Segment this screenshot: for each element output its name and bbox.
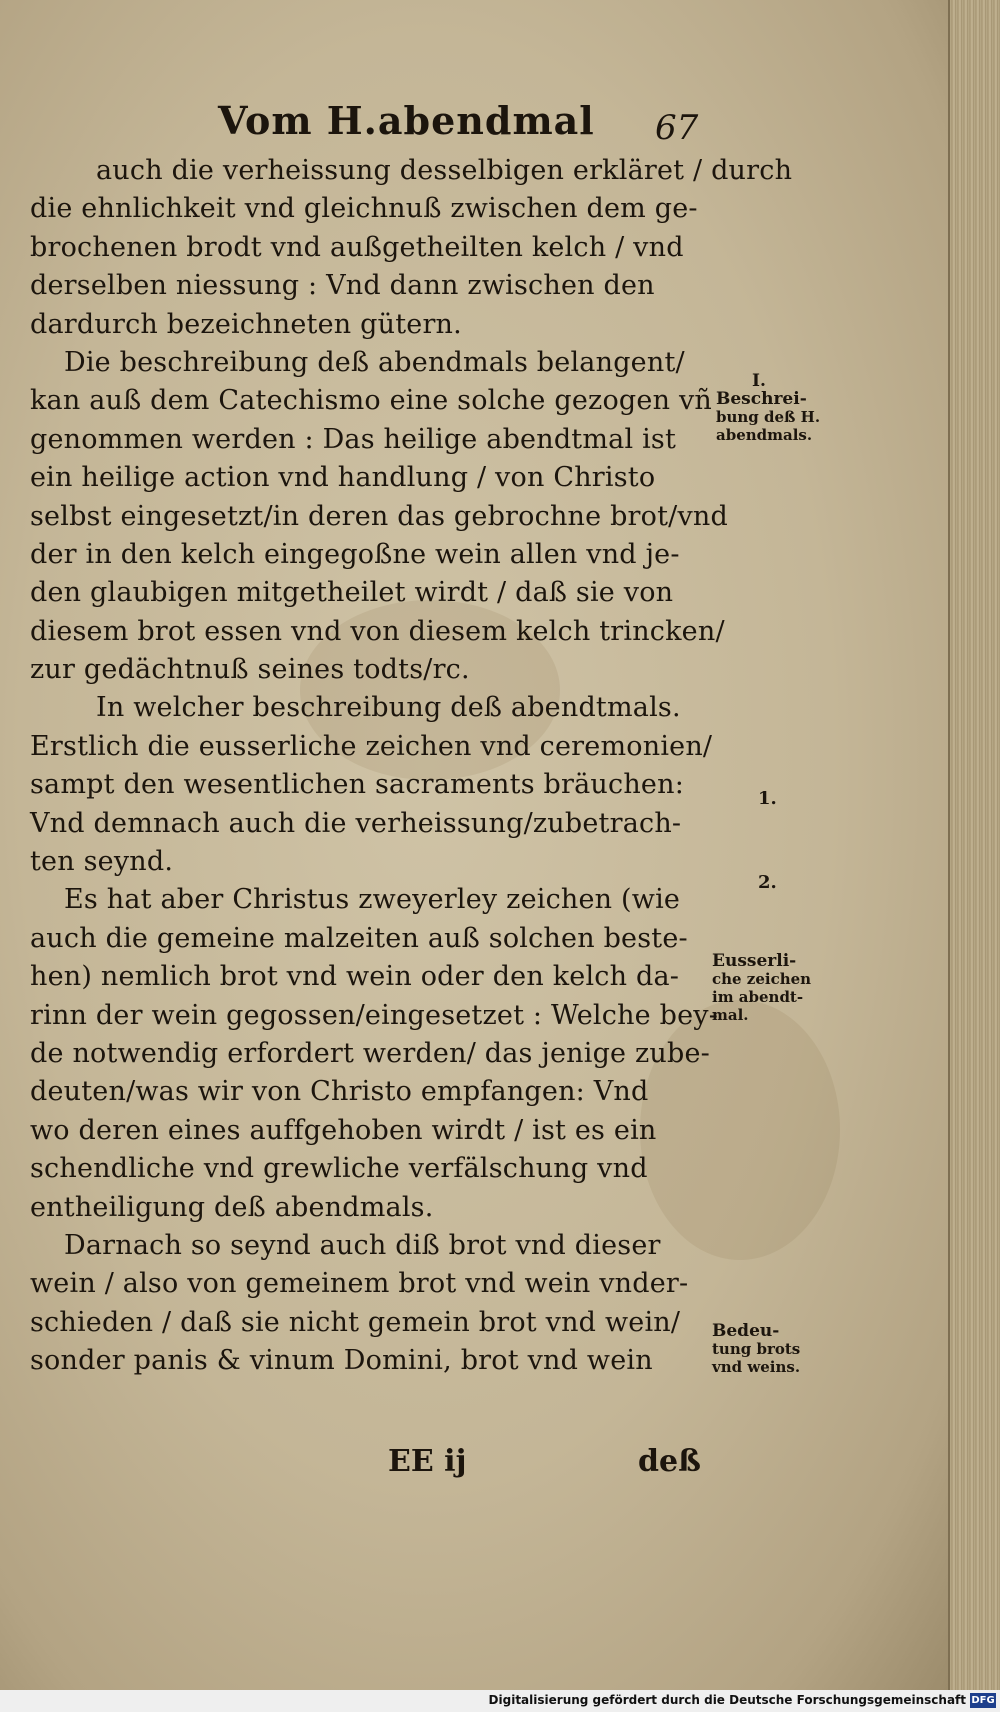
book-page-edges [948, 0, 1000, 1690]
text-line: rinn der wein gegossen/eingesetzet : Welche bey- [30, 999, 719, 1031]
text-line: entheiligung deß abendmals. [30, 1191, 434, 1223]
text-line: auch die verheissung desselbigen erkläret / durch [96, 155, 793, 186]
text-line: derselben niessung : Vnd dann zwischen den [30, 270, 655, 302]
paragraph-start-line: In welcher beschreibung deß abendtmals. [96, 692, 681, 724]
text-line: selbst eingesetzt/in deren das gebrochne brot/vnd [30, 500, 728, 532]
text-line: schieden / daß sie nicht gemein brot vnd wein/ [30, 1306, 681, 1338]
text-line: sonder panis & vinum Domini, brot vnd wein [30, 1345, 653, 1377]
paragraph-start-line: Darnach so seynd auch diß brot vnd dieser [64, 1229, 661, 1261]
footer-bar [0, 1690, 1000, 1712]
text-line: schendliche vnd grewliche verfälschung vnd [30, 1153, 648, 1185]
margin-note-line: bung deß H. [716, 408, 821, 426]
margin-note-bedeutung [712, 1322, 800, 1376]
text-line: zur gedächtnuß seines todts/rc. [30, 654, 470, 686]
text-line: de notwendig erfordert werden/ das jenige zube- [30, 1037, 711, 1069]
text-line: Vnd demnach auch die verheissung/zubetrach- [30, 807, 682, 839]
text-line: sampt den wesentlichen sacraments bräuchen: [30, 769, 684, 801]
margin-note-line: mal. [712, 1006, 749, 1024]
margin-note-line: abendmals. [716, 426, 813, 444]
text-line: dardurch bezeichneten gütern. [30, 308, 462, 340]
text-line: hen) nemlich brot vnd wein oder den kelch da- [30, 961, 680, 993]
margin-number-2: 2. [758, 872, 777, 893]
margin-note-beschreibung [716, 372, 820, 444]
text-line: ten seynd. [30, 846, 174, 878]
text-line: brochenen brodt vnd außgetheilten kelch / vnd [30, 231, 684, 263]
text-line: ein heilige action vnd handlung / von Christo [30, 462, 656, 494]
margin-note-line: che zeichen [712, 970, 812, 988]
running-header-title: Vom H.abendmal [218, 98, 595, 143]
page-number: 67 [655, 108, 699, 148]
text-line: auch die gemeine malzeiten auß solchen beste- [30, 922, 688, 954]
text-line: die ehnlichkeit vnd gleichnuß zwischen dem ge- [30, 193, 698, 225]
text-line: der in den kelch eingegoßne wein allen vnd je- [30, 538, 680, 570]
paragraph-start-line: Die beschreibung deß abendmals belangent/ [64, 346, 685, 378]
margin-note-eusserliche-zeichen [712, 952, 811, 1024]
margin-note-line: vnd weins. [712, 1358, 801, 1376]
text-line: genommen werden : Das heilige abendtmal ist [30, 423, 677, 455]
margin-note-line: tung brots [712, 1340, 801, 1358]
margin-number-1: 1. [758, 788, 777, 809]
text-line: wein / also von gemeinem brot vnd wein vnder- [30, 1268, 689, 1300]
margin-note-line: Eusserli- [712, 951, 797, 971]
margin-note-line: Beschrei- [716, 389, 807, 409]
catchword-line [0, 1444, 720, 1484]
signature-mark: EE ij [388, 1444, 467, 1479]
dfg-logo: DFG [971, 1695, 995, 1706]
funding-credit: Digitalisierung gefördert durch die Deutsche Forschungsgemeinschaft [488, 1693, 966, 1707]
margin-note-line: Bedeu- [712, 1321, 780, 1341]
catchword: deß [638, 1444, 701, 1479]
margin-note-line: I. [752, 371, 766, 391]
text-line: den glaubigen mitgetheilet wirdt / daß sie von [30, 577, 674, 609]
text-line: Erstlich die eusserliche zeichen vnd ceremonien/ [30, 730, 713, 762]
text-line: diesem brot essen vnd von diesem kelch trincken/ [30, 615, 725, 647]
paragraph-start-line: Es hat aber Christus zweyerley zeichen (wie [64, 884, 681, 916]
margin-note-line: im abendt- [712, 988, 804, 1006]
text-line: kan auß dem Catechismo eine solche gezogen vñ [30, 385, 713, 417]
text-line: deuten/was wir von Christo empfangen: Vnd [30, 1076, 649, 1108]
text-line: wo deren eines auffgehoben wirdt / ist es ein [30, 1114, 657, 1146]
